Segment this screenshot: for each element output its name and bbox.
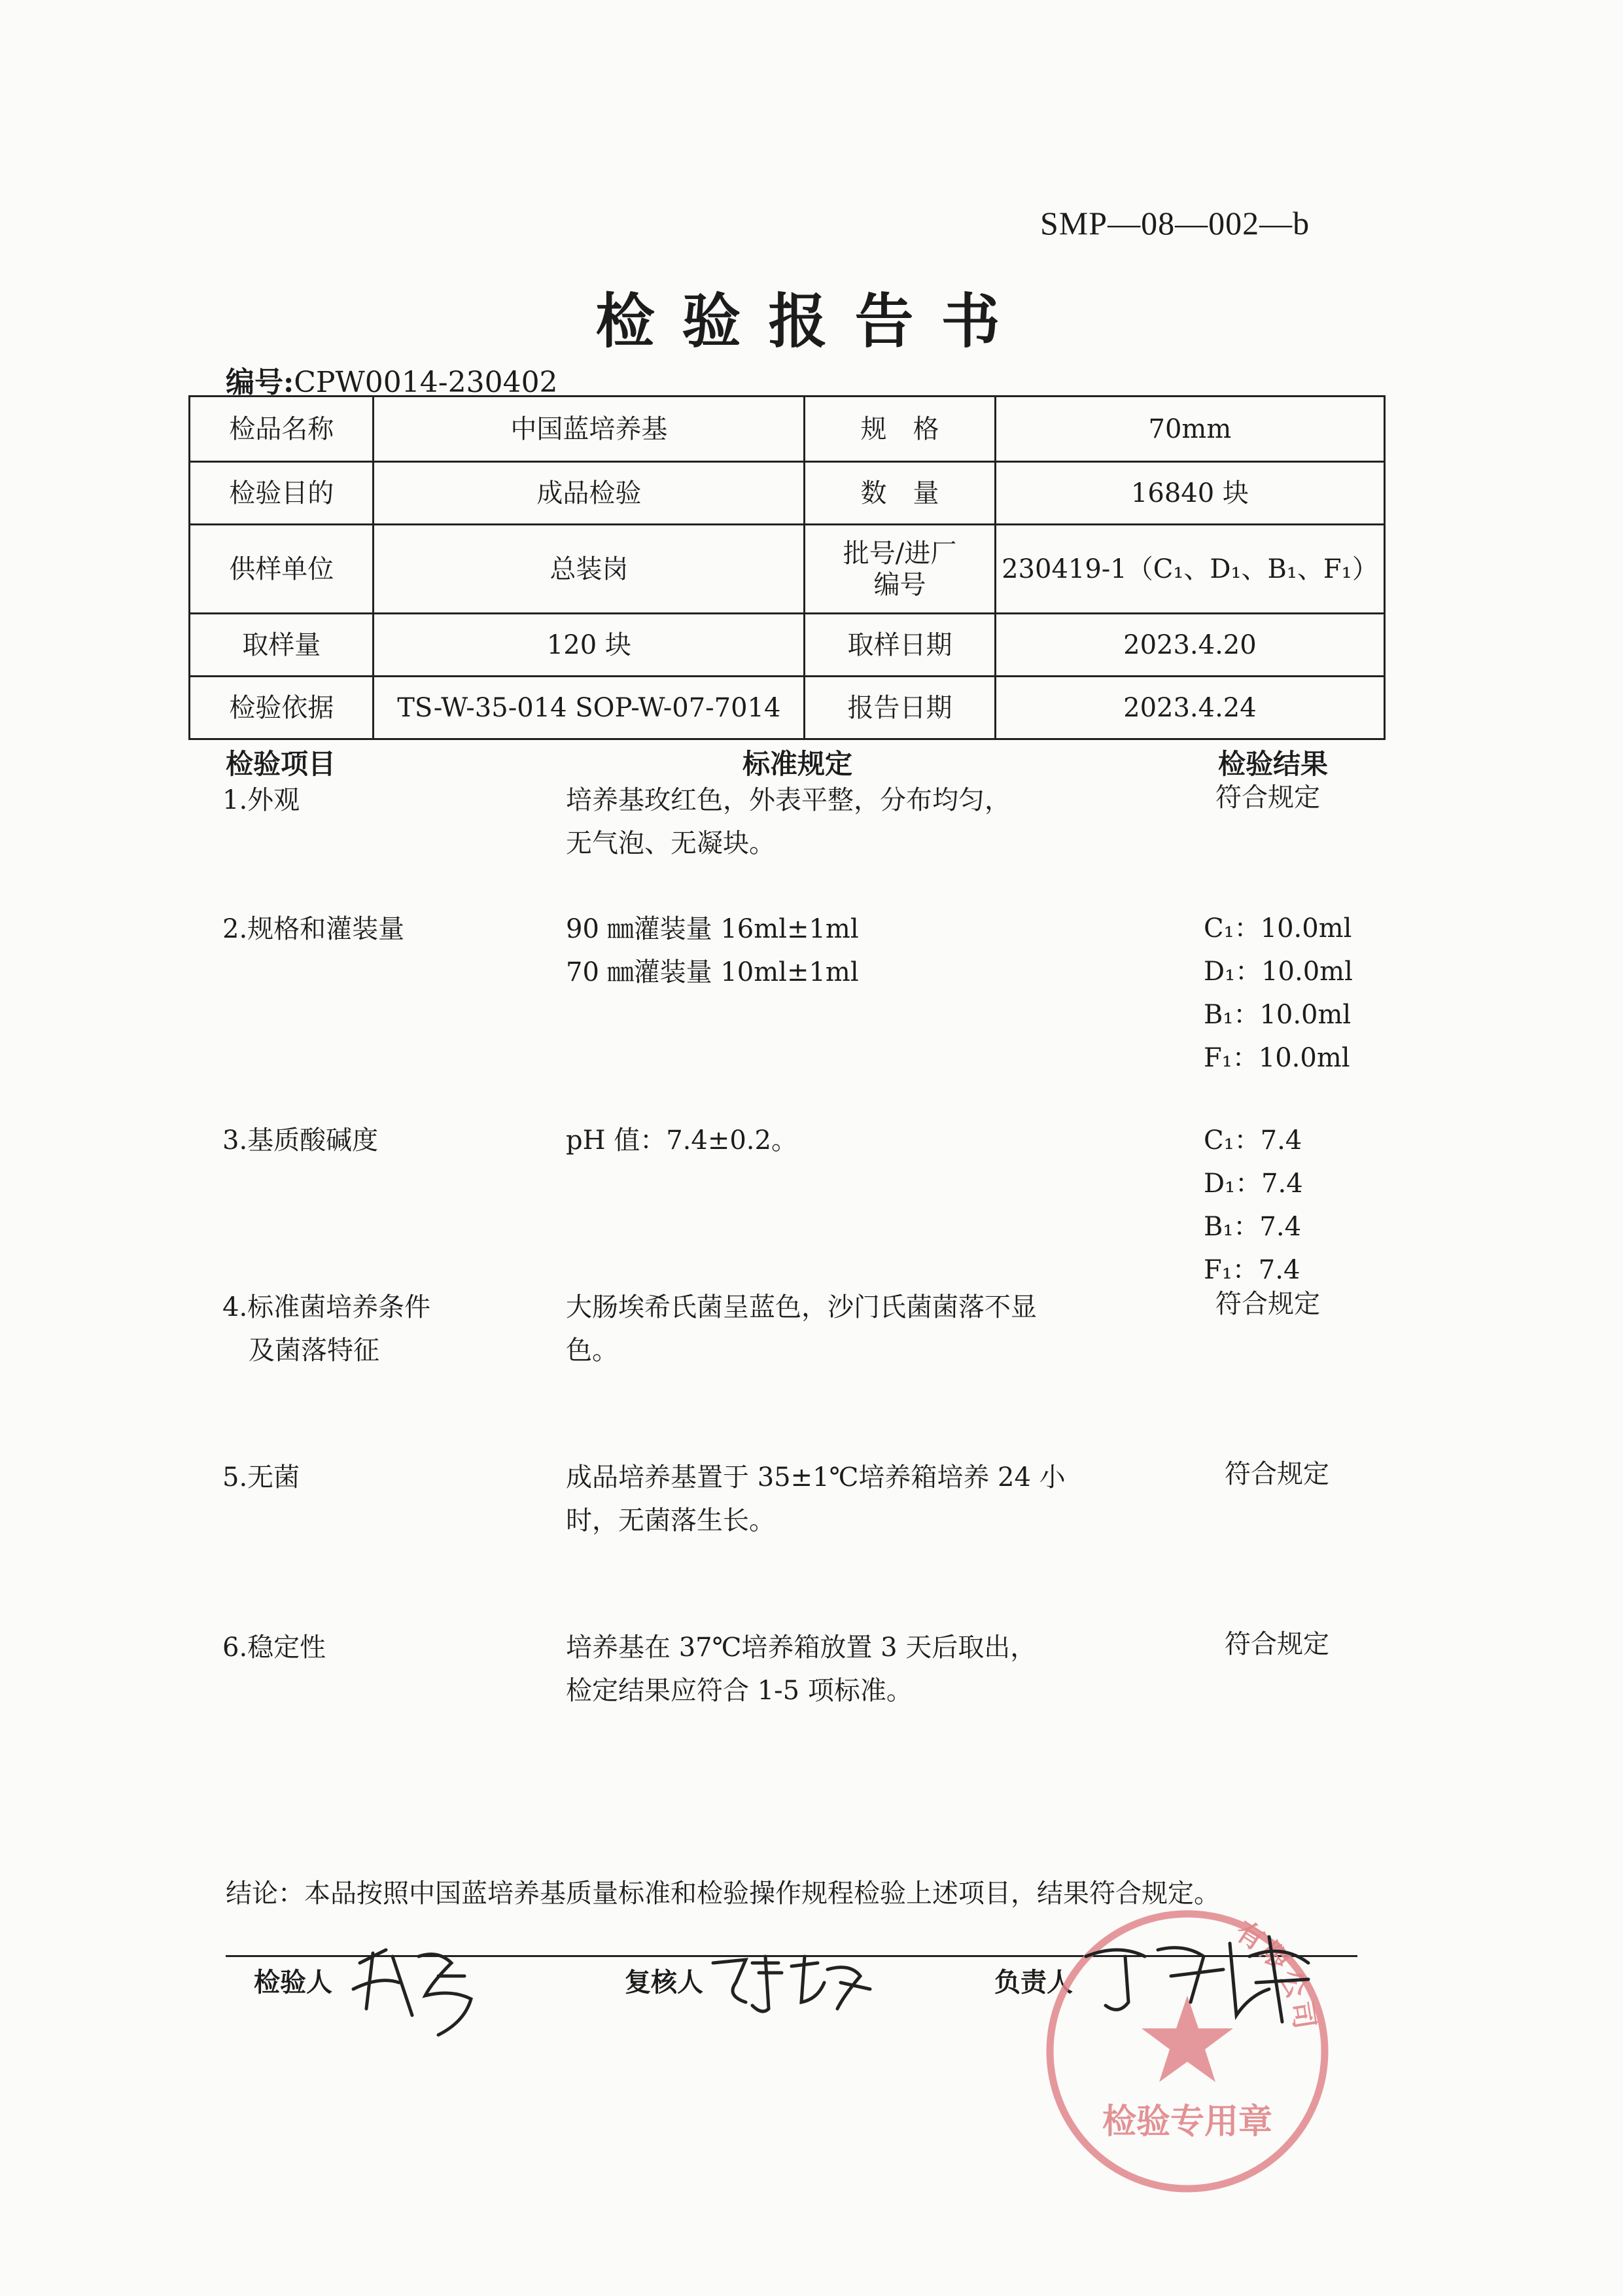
item-name: 5.无菌 [222, 1462, 300, 1492]
table-cell: 取样量 [190, 614, 374, 677]
table-cell: 中国蓝培养基 [374, 397, 805, 462]
reviewer-signature [707, 1943, 877, 2022]
serial-number [226, 359, 558, 400]
info-table [188, 395, 1386, 740]
header-standard: 标准规定 [742, 748, 853, 780]
item-standard: 培养基在 37℃培养箱放置 3 天后取出， 检定结果应符合 1-5 项标准。 [566, 1633, 1037, 1706]
table-cell: 规 格 [805, 397, 996, 462]
table-cell: 数 量 [805, 462, 996, 525]
item-standard: 大肠埃希氏菌呈蓝色，沙门氏菌菌落不显 色。 [566, 1292, 1037, 1366]
table-cell: 230419-1（C₁、D₁、B₁、F₁） [995, 525, 1384, 614]
table-cell: 报告日期 [805, 677, 996, 739]
table-row [190, 525, 1385, 614]
serial-label: 编号: [226, 366, 294, 399]
item-standard: 成品培养基置于 35±1℃培养箱培养 24 小 时，无菌落生长。 [566, 1462, 1066, 1536]
serial-value: CPW0014-230402 [294, 366, 558, 399]
item-name: 6.稳定性 [222, 1633, 326, 1663]
reviewer-label: 复核人 [625, 1967, 703, 1998]
item-result: 符合规定 [1215, 1289, 1320, 1319]
item-name: 2.规格和灌装量 [222, 914, 405, 944]
table-cell: 2023.4.24 [995, 677, 1384, 739]
inspector-label: 检验人 [254, 1967, 332, 1998]
table-cell: 120 块 [374, 614, 805, 677]
table-cell: 检品名称 [190, 397, 374, 462]
table-row [190, 462, 1385, 525]
responsible-signature [1073, 1917, 1348, 2048]
table-cell: 总装岗 [374, 525, 805, 614]
stamp-ring-text: 有限公司 [1230, 1915, 1322, 2034]
item-result: 符合规定 [1215, 783, 1320, 813]
responsible-label: 负责人 [994, 1967, 1073, 1998]
table-cell: 供样单位 [190, 525, 374, 614]
header-item: 检验项目 [226, 748, 336, 780]
table-cell: 检验目的 [190, 462, 374, 525]
table-cell: 批号/进厂编号 [805, 525, 996, 614]
conclusion: 结论：本品按照中国蓝培养基质量标准和检验操作规程检验上述项目，结果符合规定。 [226, 1879, 1220, 1909]
item-standard: pH 值：7.4±0.2。 [566, 1125, 797, 1156]
item-result: 符合规定 [1225, 1459, 1329, 1489]
stamp-center-text: 检验专用章 [1102, 2102, 1273, 2142]
document-number: SMP—08—002—b [1040, 205, 1310, 241]
item-name: 4.标准菌培养条件 及菌落特征 [222, 1292, 431, 1366]
item-standard: 培养基玫红色，外表平整，分布均匀， 无气泡、无凝块。 [566, 785, 1011, 858]
table-cell: 2023.4.20 [995, 614, 1384, 677]
item-standard: 90 ㎜灌装量 16ml±1ml 70 ㎜灌装量 10ml±1ml [566, 914, 859, 987]
item-name: 3.基质酸碱度 [222, 1125, 379, 1156]
table-cell: 16840 块 [995, 462, 1384, 525]
item-result: C₁：10.0ml D₁：10.0ml B₁：10.0ml F₁：10.0ml [1204, 913, 1353, 1073]
table-cell: 取样日期 [805, 614, 996, 677]
table-cell: 成品检验 [374, 462, 805, 525]
table-row [190, 677, 1385, 739]
table-row [190, 397, 1385, 462]
table-cell: 检验依据 [190, 677, 374, 739]
table-cell: 70mm [995, 397, 1384, 462]
header-result: 检验结果 [1218, 748, 1329, 780]
item-result: 符合规定 [1225, 1629, 1329, 1659]
inspector-signature [340, 1937, 491, 2048]
table-row [190, 614, 1385, 677]
table-cell: TS-W-35-014 SOP-W-07-7014 [374, 677, 805, 739]
item-name: 1.外观 [222, 785, 300, 815]
page-title: 检验报告书 [595, 287, 1028, 356]
item-result: C₁：7.4 D₁：7.4 B₁：7.4 F₁：7.4 [1204, 1125, 1303, 1285]
